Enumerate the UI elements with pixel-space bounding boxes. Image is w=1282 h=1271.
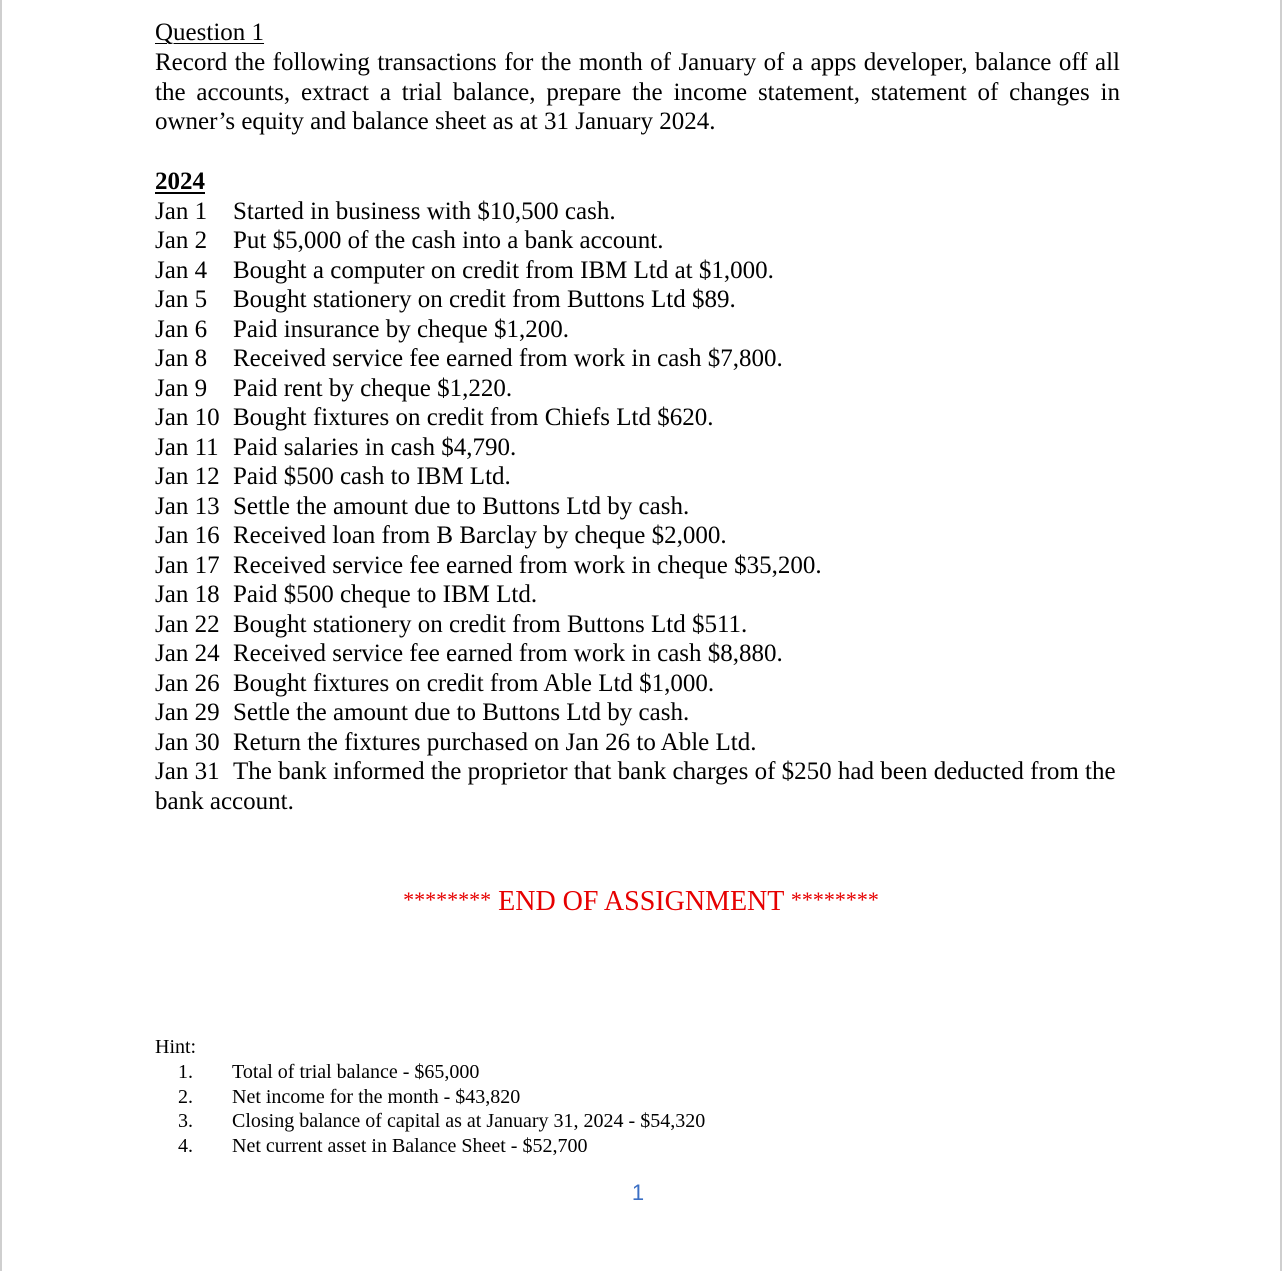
transaction-row — [155, 285, 1120, 315]
hint-item — [155, 1109, 955, 1134]
transaction-row — [155, 610, 1120, 640]
page-number: 1 — [631, 1180, 645, 1205]
hint-number: 3. — [178, 1110, 193, 1132]
transaction-row — [155, 551, 1120, 581]
hint-item — [155, 1060, 955, 1085]
transaction-date: Jan 17 — [155, 551, 220, 579]
hint-item — [155, 1085, 955, 1110]
hint-text: Net income for the month - $43,820 — [232, 1085, 521, 1108]
transaction-description: Settle the amount due to Buttons Ltd by cash. — [233, 492, 690, 520]
transaction-row — [155, 256, 1120, 286]
transaction-description: Settle the amount due to Buttons Ltd by cash. — [233, 699, 690, 726]
transaction-row — [155, 374, 1120, 404]
transaction-description: Paid insurance by cheque $1,200. — [233, 315, 570, 343]
transaction-date: Jan 29 — [155, 699, 220, 726]
transaction-description: Put $5,000 of the cash into a bank account. — [233, 227, 664, 254]
transaction-row — [155, 226, 1120, 256]
transaction-description: Received loan from B Barclay by cheque $2,000. — [233, 522, 727, 549]
end-stars-left: ******** — [403, 887, 492, 912]
hint-section — [155, 1035, 955, 1158]
transaction-date: Jan 12 — [155, 463, 220, 490]
transaction-description: The bank informed the proprietor that bank charges of $250 had been deducted from the bank account. — [155, 758, 1116, 815]
transaction-description: Paid $500 cash to IBM Ltd. — [233, 463, 511, 490]
transaction-row — [155, 521, 1120, 551]
transaction-date: Jan 11 — [155, 433, 219, 461]
transaction-date: Jan 26 — [155, 669, 220, 697]
transaction-date: Jan 6 — [155, 315, 208, 343]
hint-number: 2. — [178, 1085, 193, 1108]
end-of-assignment-marker — [0, 882, 1282, 920]
transaction-row — [155, 728, 1120, 758]
year-heading: 2024 — [155, 167, 205, 195]
transaction-date: Jan 24 — [155, 640, 220, 667]
question-intro: Record the following transactions for the month of January of a apps developer, balance off all the accounts, extract a trial balance, prepare the income statement, statement of changes in owner’s equity and balance sheet as at 31 January 2024. — [155, 49, 1120, 135]
hint-number: 4. — [178, 1134, 193, 1157]
transaction-description: Bought a computer on credit from IBM Ltd at $1,000. — [233, 256, 774, 284]
hint-list — [155, 1060, 955, 1158]
transaction-date: Jan 4 — [155, 256, 208, 284]
page-edge-left — [0, 0, 2, 1271]
transaction-date: Jan 9 — [155, 374, 208, 402]
transaction-row — [155, 639, 1120, 669]
transaction-row — [155, 433, 1120, 463]
transaction-row — [155, 315, 1120, 345]
document-content — [155, 18, 1120, 816]
hint-number: 1. — [178, 1061, 193, 1083]
transaction-description: Paid salaries in cash $4,790. — [233, 433, 517, 461]
transaction-row — [155, 462, 1120, 492]
transaction-date: Jan 2 — [155, 227, 208, 254]
end-stars-right: ******** — [790, 887, 879, 912]
transaction-description: Started in business with $10,500 cash. — [233, 197, 616, 225]
transaction-row — [155, 698, 1120, 728]
transaction-row — [155, 757, 1120, 816]
transaction-description: Received service fee earned from work in cash $8,880. — [233, 640, 783, 667]
question-title: Question 1 — [155, 19, 265, 46]
end-of-assignment-text: END OF ASSIGNMENT — [498, 886, 784, 917]
hint-text: Total of trial balance - $65,000 — [232, 1061, 480, 1083]
transaction-description: Received service fee earned from work in cheque $35,200. — [233, 551, 822, 579]
transaction-description: Bought fixtures on credit from Able Ltd $1,000. — [233, 669, 715, 697]
transaction-description: Bought fixtures on credit from Chiefs Ltd $620. — [233, 404, 714, 431]
transaction-row — [155, 580, 1120, 610]
transaction-date: Jan 31 — [155, 758, 220, 785]
hint-item — [155, 1134, 955, 1159]
transaction-description: Paid $500 cheque to IBM Ltd. — [233, 581, 538, 608]
hint-title: Hint: — [155, 1036, 197, 1058]
transaction-date: Jan 1 — [155, 197, 208, 225]
transaction-description: Bought stationery on credit from Buttons Ltd $89. — [233, 286, 736, 313]
transaction-date: Jan 10 — [155, 404, 220, 431]
transaction-list — [155, 197, 1120, 817]
transaction-row — [155, 197, 1120, 227]
hint-text: Net current asset in Balance Sheet - $52,700 — [232, 1134, 588, 1157]
transaction-description: Paid rent by cheque $1,220. — [233, 374, 513, 402]
transaction-date: Jan 8 — [155, 345, 208, 372]
transaction-row — [155, 403, 1120, 433]
hint-text: Closing balance of capital as at January 31, 2024 - $54,320 — [232, 1110, 706, 1132]
transaction-date: Jan 18 — [155, 581, 220, 608]
transaction-date: Jan 22 — [155, 610, 220, 638]
transaction-date: Jan 5 — [155, 286, 208, 313]
transaction-row — [155, 492, 1120, 522]
transaction-description: Received service fee earned from work in cash $7,800. — [233, 345, 783, 372]
transaction-row — [155, 669, 1120, 699]
transaction-row — [155, 344, 1120, 374]
transaction-date: Jan 30 — [155, 728, 220, 756]
transaction-date: Jan 13 — [155, 492, 220, 520]
transaction-description: Bought stationery on credit from Buttons Ltd $511. — [233, 610, 748, 638]
transaction-description: Return the fixtures purchased on Jan 26 to Able Ltd. — [233, 728, 757, 756]
transaction-date: Jan 16 — [155, 522, 220, 549]
